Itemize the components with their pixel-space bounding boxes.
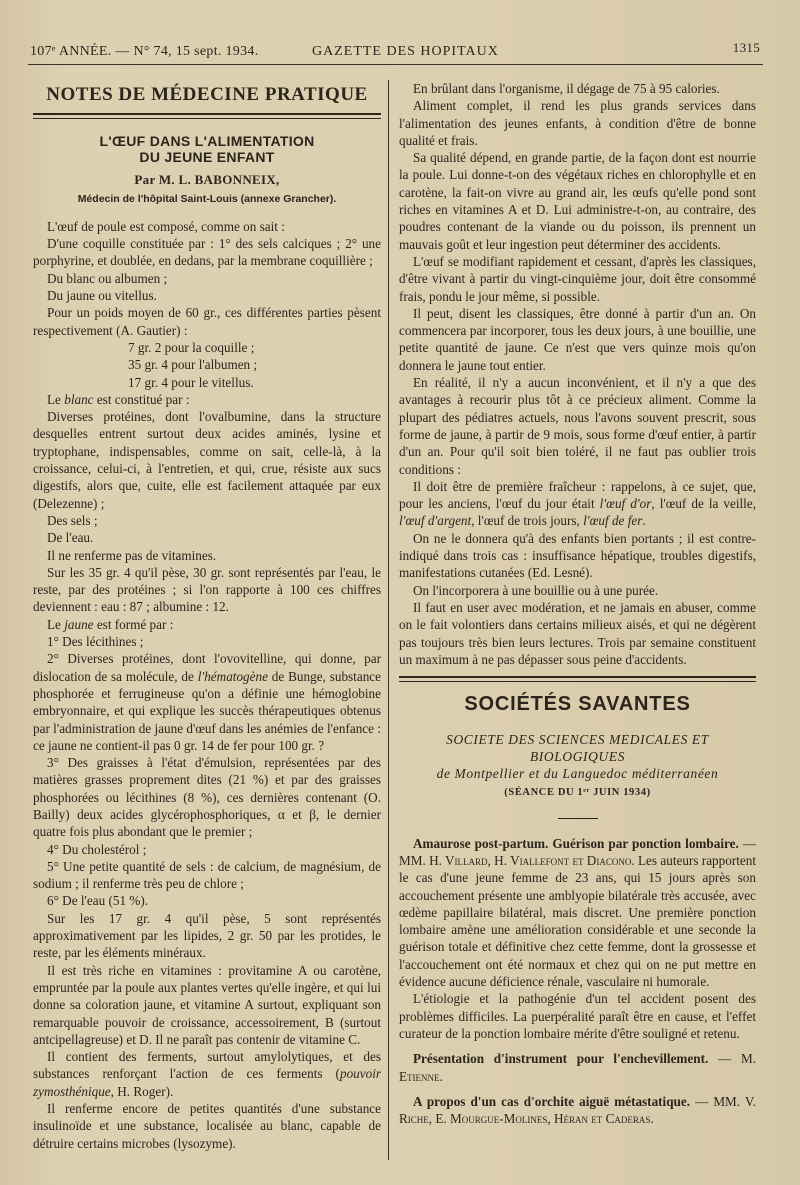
list-item: 3° Des graisses à l'état d'émulsion, représentées par des matières grasses proprement dites (21 %) et par des graisses phosphorées ou lécithines (8 %), ces dernières contenant (O. Bailly) deux acides glycérophosphoriques, α et β, le dernier quatre fois plus abondant que le premier ; — [33, 755, 381, 840]
emphasis: l'œuf d'argent — [399, 513, 472, 529]
list-item — [33, 650, 381, 754]
text-run: . — [642, 513, 646, 529]
text-run: de Bunge, substance phosphorée et ferrugineuse qu'on a définie une hémoglobine embryonnaire, et qui explique les succès thérapeutiques obtenus par l'administration de jaune d'œuf dans les anémies de l'enfance : ce jaune ne contient-il pas 0 gr. 14 de fer pour 100 gr. ? — [33, 668, 381, 753]
communication-authors: — MM. V. Riche, E. Mourgue-Molines, Héran et Caderas. — [399, 1093, 756, 1127]
societes-section-title: SOCIÉTÉS SAVANTES — [464, 693, 691, 716]
weight-line: 17 gr. 4 pour le vitellus. — [128, 374, 254, 390]
section-rule — [33, 113, 381, 119]
paragraph: Il renferme encore de petites quantités d'une substance insulinoïde et une substance, localisée au blanc, capable de détruire certains microbes (lysozyme). — [33, 1101, 381, 1151]
list-item: 5° Une petite quantité de sels : de calcium, de magnésium, de sodium ; il renferme très peu de chlore ; — [33, 858, 381, 892]
spacer — [399, 668, 756, 676]
header-rule — [28, 64, 763, 65]
text-run: Il doit être de première fraîcheur : rappelons, à ce sujet, que, pour les anciens, l'œuf du jour était — [399, 478, 756, 512]
emphasis: blanc — [64, 391, 94, 407]
paragraph: Diverses protéines, dont l'ovalbumine, dans la structure desquelles entrent surtout deux acides aminés, lysine et tryptophane, indispensables, comme on sait, celle-là, à la croissance, celui-ci, à l'entretien, et qui, crue, résiste aux sucs digestifs, alors que, cuite, elle est facilement attaquée par eux (Delezenne) ; — [33, 409, 381, 511]
emphasis: l'œuf de fer — [583, 513, 643, 529]
paragraph: Il ne renferme pas de vitamines. — [47, 547, 217, 563]
communication-title: Présentation d'instrument pour l'enchevillement. — [413, 1051, 709, 1067]
weight-line: 35 gr. 4 pour l'albumen ; — [128, 357, 258, 373]
communication-authors: — M. Etienne. — [399, 1051, 756, 1084]
running-header — [30, 40, 760, 64]
weight-line: 7 gr. 2 pour la coquille ; — [128, 339, 255, 355]
text-run: , H. Roger). — [110, 1083, 174, 1099]
text-run: est formé par : — [93, 616, 174, 632]
paragraph: L'œuf de poule est composé, comme on sait : — [47, 218, 285, 234]
text-run: est constitué par : — [93, 391, 190, 407]
paragraph — [33, 1048, 381, 1100]
right-column — [399, 80, 756, 1127]
text-run: Le — [47, 616, 65, 632]
paragraph: On ne le donnera qu'à des enfants bien portants ; il est contre-indiqué dans trois cas : insuffisance hépatique, troubles digestifs, manifestations cutanées (Ed. Lesné). — [399, 530, 756, 581]
paragraph: Sa qualité dépend, en grande partie, de la façon dont est nourrie la poule. Lui donne-t-on des végétaux riches en chlorophylle et en carotène, la fait-on vivre au grand air, les œufs qu'elle pond sont riches en vitamines A et D. Lui administre-t-on, au contraire, des poudres contenant de la viande ou du poisson, ils prennent un mauvais goût et leur ingestion peut déterminer des accidents. — [399, 150, 756, 252]
paragraph: L'œuf se modifiant rapidement et cessant, d'après les classiques, d'être vivant à partir du vingt-cinquième jour, doit être consommé frais, pondu le jour même, si possible. — [399, 253, 756, 304]
communication-authors: — MM. H. Villard, H. Viallefont et Diacono. — [399, 835, 756, 868]
list-item: 6° De l'eau (51 %). — [47, 893, 149, 909]
author-affiliation: Médecin de l'hôpital Saint-Louis (annexe Grancher). — [77, 192, 337, 205]
spacer — [399, 1085, 756, 1093]
list-item: 1° Des lécithines ; — [47, 634, 144, 650]
paragraph: Il est très riche en vitamines : provitamine A ou carotène, empruntée par la poule aux plantes vertes qu'elle ingère, et qui lui donne sa coloration jaune, et vitamine A surtout, expliquant son remarquable pouvoir de croissance, accessoirement, B (surtout antcipellagreuse) et D. Il ne paraît pas contenir de vitamine C. — [33, 962, 381, 1047]
left-column — [33, 80, 381, 1152]
section-rule — [399, 676, 756, 682]
communication-title: A propos d'un cas d'orchite aiguë métastatique. — [413, 1093, 691, 1109]
paragraph: Il peut, disent les classiques, être donné à partir d'un an. On commencera par incorporer, tous les deux jours, à une bouillie, une petite quantité de jaune. Ce n'est que vers quinze mois qu'on donnera le jaune tout entier. — [399, 305, 756, 373]
article-title-line-1: L'ŒUF DANS L'ALIMENTATION — [99, 133, 315, 150]
paragraph: Sur les 17 gr. 4 qu'il pèse, 5 sont représentés approximativement par les lipides, 2 gr. 50 par les protides, le reste, par les éléments minéraux. — [33, 910, 381, 961]
communication-entry — [399, 1093, 756, 1128]
paragraph: En brûlant dans l'organisme, il dégage de 75 à 95 calories. — [413, 81, 720, 96]
paragraph — [33, 616, 381, 633]
paragraph: Aliment complet, il rend les plus grands services dans l'alimentation des jeunes enfants, à condition d'être de bonne qualité et frais. — [399, 98, 756, 148]
text-run: Le — [47, 391, 65, 407]
session-date: (SÉANCE DU 1ᵉʳ JUIN 1934) — [504, 787, 651, 799]
paragraph: Pour un poids moyen de 60 gr., ces différentes parties pèsent respectivement (A. Gautier) : — [33, 305, 381, 338]
text-run: , l'œuf de la veille, — [651, 496, 756, 512]
communication-title: Amaurose post-partum. Guérison par ponction lombaire. — [413, 835, 739, 851]
text-run: , l'œuf de trois jours, — [471, 513, 584, 529]
paragraph: Sur les 35 gr. 4 qu'il pèse, 30 gr. sont représentés par l'eau, le reste, par des protéines ; si l'on rapporte à 100 ces chiffres deviennent : eau : 87 ; albumine : 12. — [33, 564, 381, 615]
paragraph: D'une coquille constituée par : 1° des sels calciques ; 2° une porphyrine, et doublée, en dedans, par la membrane coquillière ; — [33, 236, 381, 269]
paragraph: L'étiologie et la pathogénie d'un tel accident posent des problèmes difficiles. La puerpéralité paraît être en cause, et l'effet curateur de la ponction lombaire mérite d'être souligné et retenu. — [399, 991, 756, 1041]
society-name-line-1: SOCIETE DES SCIENCES MEDICALES ET BIOLOGIQUES — [446, 732, 709, 765]
communication-entry — [399, 835, 756, 991]
issue-info: 107ᵉ ANNÉE. — N° 74, 15 sept. 1934. — [30, 44, 259, 59]
emphasis: l'œuf d'or — [599, 496, 652, 512]
section-title: NOTES DE MÉDECINE PRATIQUE — [46, 84, 368, 105]
communication-text: Les auteurs rapportent le cas d'une jeune femme de 23 ans, qui 15 jours après son accouchement présente une amblyopie bilatérale très accusée, avec œdème papillaire bilatéral, mais discret. Une première ponction lombaire amène une amélioration considérable et une seconde la guérison totale et définitive chez cette femme, dont la grossesse et l'accouchement ont été normaux et chez qui on ne put mettre en évidence aucune déficience rénale, vasculaire ni humorale. — [399, 852, 756, 990]
spacer — [399, 1042, 756, 1050]
paragraph: De l'eau. — [47, 530, 94, 546]
paragraph: En réalité, il n'y a aucun inconvénient, et il n'y a que des avantages à recourir plus tôt à ce précieux aliment. Comme la plupart des pédiatres actuels, nous l'avons souvent prescrit, sous forme de jaune, à partir de 9 mois, sous forme d'œuf entier, à partir d'un an. Pour qu'il soit bien toléré, il ne faut pas oublier trois conditions : — [399, 375, 756, 477]
column-divider — [388, 80, 389, 1160]
article-title-line-2: DU JEUNE ENFANT — [139, 149, 275, 166]
paragraph: Des sels ; — [47, 512, 98, 528]
text-run: 2° Diverses protéines, dont l'ovovitelline, qui donne, par dislocation de sa molécule, de — [33, 651, 381, 684]
author-byline: Par M. L. BABONNEIX, — [134, 172, 280, 188]
short-divider — [558, 818, 598, 819]
society-name-line-2: de Montpellier et du Languedoc méditerranéen — [436, 766, 719, 782]
list-item: 4° Du cholestérol ; — [47, 841, 147, 857]
emphasis: l'hématogène — [197, 668, 268, 684]
emphasis: pouvoir zymosthénique — [33, 1066, 381, 1099]
paragraph: On l'incorporera à une bouillie ou à une purée. — [413, 582, 659, 598]
paragraph — [33, 391, 381, 408]
paragraph: Il faut en user avec modération, et ne jamais en abuser, comme on le fait volontiers dans certains milieux aisés, et qui ne dégèrent pas toujours très bien leurs lectures. Trois par semaine constituent un maximum à ne pas dépasser sous peine d'accidents. — [399, 599, 756, 667]
paragraph: Du blanc ou albumen ; — [47, 270, 168, 286]
article-title — [33, 133, 381, 165]
communication-entry — [399, 1050, 756, 1085]
text-run: Il contient des ferments, surtout amylolytiques, et des substances renforçant l'action de ces ferments ( — [33, 1049, 381, 1082]
paragraph: Du jaune ou vitellus. — [47, 288, 157, 304]
journal-title: GAZETTE DES HOPITAUX — [312, 44, 499, 59]
paragraph — [399, 478, 756, 530]
page-number: 1315 — [732, 40, 760, 55]
emphasis: jaune — [64, 616, 94, 632]
